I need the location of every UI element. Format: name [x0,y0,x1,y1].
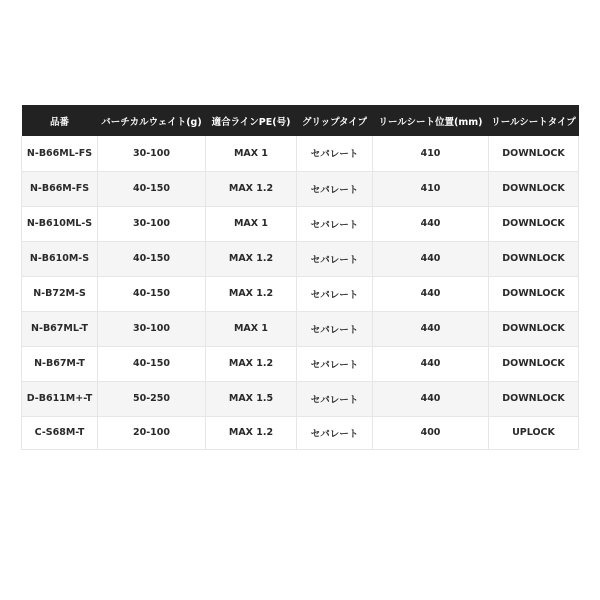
reel-seat-type-cell: DOWNLOCK [489,206,579,241]
model-cell: N-B66M-FS [22,171,98,206]
jig-weight-cell: 20-100 [98,416,206,449]
grip-type-cell: セパレート [297,311,373,346]
table-row [22,136,579,171]
line-pe-cell: MAX 1.2 [206,171,297,206]
jig-weight-cell: 40-150 [98,276,206,311]
model-cell: N-B67ML-T [22,311,98,346]
header-row [22,105,579,136]
model-cell: N-B610M-S [22,241,98,276]
reel-seat-position-cell: 440 [373,381,489,416]
reel-seat-position-cell: 440 [373,311,489,346]
line-pe-cell: MAX 1.2 [206,276,297,311]
reel-seat-position-cell: 410 [373,171,489,206]
table-row [22,276,579,311]
model-cell: N-B610ML-S [22,206,98,241]
reel-seat-type-cell: UPLOCK [489,416,579,449]
table-row [22,311,579,346]
model-cell: N-B66ML-FS [22,136,98,171]
reel-seat-type-cell: DOWNLOCK [489,276,579,311]
table-row [22,206,579,241]
table-row [22,171,579,206]
line-pe-cell: MAX 1.2 [206,241,297,276]
table-row [22,241,579,276]
reel-seat-type-cell: DOWNLOCK [489,241,579,276]
reel-seat-type-cell: DOWNLOCK [489,311,579,346]
column-header-reel-seat-type: リールシートタイプ [491,116,576,128]
reel-seat-position-cell: 440 [373,206,489,241]
column-header-model: 品番 [49,116,69,128]
jig-weight-cell: 50-250 [98,381,206,416]
grip-type-cell: セパレート [297,241,373,276]
jig-weight-cell: 30-100 [98,311,206,346]
column-header-line-pe: 適合ラインPE(号) [211,116,291,128]
line-pe-cell: MAX 1.2 [206,416,297,449]
table-row [22,346,579,381]
grip-type-cell: セパレート [297,346,373,381]
line-pe-cell: MAX 1.2 [206,346,297,381]
model-cell: C-S68M-T [22,416,98,449]
table-row [22,381,579,416]
spec-table [21,105,579,450]
reel-seat-type-cell: DOWNLOCK [489,171,579,206]
column-header-reel-seat-position: リールシート位置(mm) [378,116,483,128]
reel-seat-type-cell: DOWNLOCK [489,136,579,171]
line-pe-cell: MAX 1 [206,311,297,346]
table-body [22,136,579,449]
grip-type-cell: セパレート [297,416,373,449]
jig-weight-cell: 40-150 [98,241,206,276]
reel-seat-position-cell: 440 [373,346,489,381]
jig-weight-cell: 40-150 [98,346,206,381]
grip-type-cell: セパレート [297,276,373,311]
column-header-grip-type: グリップタイプ [302,116,367,128]
reel-seat-position-cell: 400 [373,416,489,449]
grip-type-cell: セパレート [297,381,373,416]
table-header [22,105,579,136]
jig-weight-cell: 30-100 [98,206,206,241]
model-cell: N-B67M-T [22,346,98,381]
jig-weight-cell: 40-150 [98,171,206,206]
reel-seat-position-cell: 440 [373,276,489,311]
model-cell: N-B72M-S [22,276,98,311]
reel-seat-type-cell: DOWNLOCK [489,346,579,381]
reel-seat-type-cell: DOWNLOCK [489,381,579,416]
line-pe-cell: MAX 1 [206,206,297,241]
reel-seat-position-cell: 440 [373,241,489,276]
grip-type-cell: セパレート [297,136,373,171]
jig-weight-cell: 30-100 [98,136,206,171]
line-pe-cell: MAX 1 [206,136,297,171]
column-header-jig-weight: バーチカルウェイト(g) [101,116,202,128]
model-cell: D-B611M+-T [22,381,98,416]
table-row [22,416,579,449]
grip-type-cell: セパレート [297,206,373,241]
reel-seat-position-cell: 410 [373,136,489,171]
grip-type-cell: セパレート [297,171,373,206]
line-pe-cell: MAX 1.5 [206,381,297,416]
